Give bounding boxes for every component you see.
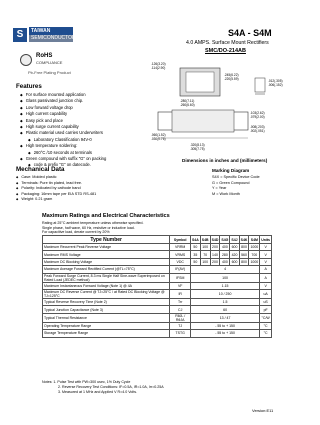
- value-cell: 13 / 47: [190, 313, 259, 322]
- dim-label: .103(2.62): [250, 111, 265, 115]
- product-subtitle: 4.0 AMPS. Surface Mount Rectifiers: [186, 40, 269, 46]
- header-col: S4M: [250, 237, 258, 242]
- feature-item: ◆ For surface mounted application: [20, 92, 106, 98]
- header-col: S4A: [191, 237, 199, 242]
- value-cell: 280: [220, 251, 230, 258]
- dim-label: .008(.203): [250, 125, 265, 129]
- version-label: Version:E11: [252, 408, 274, 413]
- header-col: S4J: [231, 237, 238, 242]
- feature-item: ◆ Laboratory Classification 94V-0: [20, 137, 106, 143]
- rohs-icon: [20, 54, 32, 66]
- feature-item: ◆ Easy pick and place: [20, 118, 106, 124]
- feature-item: ◆ Plastic material used carries Underwriters: [20, 130, 106, 136]
- pbfree-label: Pb-Free Plating Product: [28, 70, 71, 75]
- value-cell: 100: [202, 245, 209, 250]
- package-name: SMC/DO-214AB: [205, 48, 246, 54]
- value-cell: 400: [220, 258, 230, 265]
- dim-label: .220(5.59): [224, 77, 239, 81]
- dim-label: .320(8.13): [190, 143, 205, 147]
- value-cell: 420: [231, 252, 238, 257]
- header-units: Units: [261, 237, 270, 242]
- unit-cell: A: [260, 273, 272, 282]
- value-cell: 4: [190, 266, 259, 273]
- param-cell: Maximum DC Blocking Voltage: [43, 258, 170, 265]
- header-symbol: Symbol: [170, 236, 190, 244]
- value-cell: 400: [220, 244, 230, 251]
- param-cell: Operating Temperature Range: [43, 322, 170, 329]
- unit-cell: V: [260, 258, 272, 265]
- ratings-note: Single phase, half wave, 60 Hz, resistive or inductive load.: [42, 225, 135, 230]
- value-cell: 200: [212, 259, 218, 264]
- footnote: Notes: 1. Pulse Test with PW=300 usec, 1% Duty Cycle: [42, 380, 131, 384]
- mechanical-item: ◆ Terminals: Pure tin plated, lead free.: [16, 181, 96, 187]
- value-cell: 600: [231, 259, 238, 264]
- value-cell: 1000: [250, 259, 259, 264]
- unit-cell: °C/W: [260, 313, 272, 322]
- ratings-notes: [42, 221, 144, 235]
- param-cell: Typical Reverse Recovery Time (Note 2): [43, 298, 170, 305]
- table-row: [43, 306, 272, 313]
- value-cell: 50: [190, 244, 200, 251]
- features-title: Features: [16, 83, 42, 90]
- symbol-cell: IF(AV): [170, 266, 190, 273]
- mechanical-title: Mechanical Data: [16, 166, 65, 173]
- header-col: S4G: [221, 237, 229, 242]
- value-cell: 1000: [250, 245, 259, 250]
- table-row: [43, 244, 272, 251]
- logo-letter: S: [16, 29, 24, 40]
- header-col: S4B: [201, 237, 209, 242]
- dim-label: .305(7.75): [190, 147, 205, 151]
- param-cell: Maximum Recurrent Peak Reverse Voltage: [43, 244, 170, 251]
- table-row: [43, 258, 272, 265]
- param-cell: Typical Thermal Resistance: [43, 313, 170, 322]
- footnote: 2. Reverse Recovery Test Conditions: IF=0.5A, IR=1.0A, Irr=0.25A: [58, 385, 164, 389]
- mechanical-list: [16, 175, 96, 203]
- symbol-cell: IFSM: [170, 273, 190, 282]
- dim-label: .012(.305): [268, 79, 283, 83]
- unit-cell: V: [260, 251, 272, 258]
- value-cell: 700: [249, 251, 260, 258]
- dim-label: .114(2.90): [151, 66, 166, 70]
- value-cell: 35: [190, 251, 200, 258]
- feature-item: ◆ code & prefix "G" on datecode.: [20, 162, 106, 168]
- value-cell: 100: [202, 259, 209, 264]
- table-row: [43, 266, 272, 273]
- feature-item: ◆ High surge current capability: [20, 124, 106, 130]
- unit-cell: °C: [260, 330, 272, 337]
- value-cell: 200: [212, 245, 218, 250]
- rohs-label: RoHS: [36, 53, 53, 59]
- dim-label: .060(1.52): [151, 133, 166, 137]
- value-cell: 600: [231, 245, 238, 250]
- value-cell: 1.5: [190, 298, 259, 305]
- part-number: S4A - S4M: [228, 28, 272, 38]
- unit-cell: V: [260, 244, 272, 251]
- symbol-cell: VDC: [170, 258, 190, 265]
- mechanical-item: ◆ Polarity: Indicated by cathode band: [16, 186, 96, 192]
- brand-name-sub: SEMICONDUCTOR: [31, 35, 76, 41]
- unit-cell: A: [260, 266, 272, 273]
- param-cell: Maximum Instantaneous Forward Voltage (Note 1) @ 4A: [43, 282, 170, 289]
- header-type: Type Number: [43, 236, 170, 244]
- dim-label: .030(0.76): [151, 137, 166, 141]
- dim-label: .006(.152): [268, 83, 283, 87]
- dim-label: .280(7.11): [180, 99, 195, 103]
- value-cell: 560: [241, 252, 247, 257]
- unit-cell: pF: [260, 306, 272, 313]
- ratings-note: For capacitive load, derate current by 20%: [42, 230, 110, 235]
- feature-item: ◆ Green compound with suffix "G" on packing: [20, 156, 106, 162]
- value-cell: 50: [190, 258, 200, 265]
- value-cell: 60: [190, 306, 259, 313]
- feature-item: ◆ High temperature soldering:: [20, 143, 106, 149]
- marking-item: M = Work Month: [212, 191, 240, 196]
- table-row: [43, 251, 272, 258]
- value-cell: 140: [212, 252, 218, 257]
- feature-item: ◆ 260°C /10 seconds at terminals: [20, 150, 106, 156]
- dimensions-title: Dimensions in inches and (millimeters): [182, 158, 268, 163]
- param-cell: Maximum RMS Voltage: [43, 251, 170, 258]
- value-cell: 800: [241, 245, 247, 250]
- table-row: [43, 282, 272, 289]
- symbol-cell: CJ: [170, 306, 190, 313]
- mechanical-item: ◆ Packaging: 16mm tape per EIA STD RS-481: [16, 192, 96, 198]
- value-cell: 1.15: [190, 282, 259, 289]
- ratings-note: Rating at 25°C ambient temperature unless otherwise specified.: [42, 221, 144, 225]
- marking-list: [212, 175, 260, 197]
- value-cell: 70: [200, 251, 210, 258]
- header-col: S4K: [240, 237, 248, 242]
- feature-item: ◆ Low forward voltage drop: [20, 105, 106, 111]
- mechanical-item: ◆ Weight: 0.21 gram: [16, 197, 96, 203]
- table-row: [43, 330, 272, 337]
- param-cell: Typical Junction Capacitance (Note 3): [43, 306, 170, 313]
- brand-name: TAIWAN: [29, 27, 73, 35]
- param-cell: Storage Temperature Range: [43, 330, 170, 337]
- symbol-cell: VRMS: [170, 251, 190, 258]
- feature-item: ◆ Glass passivated junction chip.: [20, 98, 106, 104]
- param-cell: Peak Forward Surge Current, 8.3 ms Single Half Sine-wave Superimposed on Rated Load (JEDEC method): [43, 273, 170, 282]
- dim-label: .126(3.20): [151, 62, 166, 66]
- table-row: [43, 322, 272, 329]
- unit-cell: uA: [260, 289, 272, 298]
- unit-cell: V: [260, 282, 272, 289]
- marking-item: G = Green Compound: [212, 180, 250, 185]
- symbol-cell: VF: [170, 282, 190, 289]
- marking-item: S4X = Specific Device Code: [212, 175, 260, 179]
- param-cell: Maximum DC Reverse Current @ TJ=25°C / at Rated DC Blocking Voltage @ TJ=125°C: [43, 289, 170, 298]
- table-row: [43, 289, 272, 298]
- mechanical-item: ◆ Case: Molded plastic: [16, 175, 96, 181]
- marking-item: Y = Year: [212, 186, 227, 191]
- ratings-table: [42, 235, 272, 338]
- param-cell: Maximum Average Forward Rectified Current (@TL=75°C): [43, 266, 170, 273]
- features-list: [20, 92, 106, 169]
- value-cell: - 55 to + 150: [190, 322, 259, 329]
- dim-label: .002(.051): [250, 129, 265, 133]
- ratings-title: Maximum Ratings and Electrical Characteristics: [42, 213, 170, 219]
- dim-label: .260(6.60): [180, 103, 195, 107]
- table-header-row: [43, 236, 272, 244]
- rohs-sub: COMPLIANCE: [36, 60, 63, 65]
- symbol-cell: RθJL / RθJA: [170, 313, 190, 322]
- footnote: 3. Measured at 1 MHz and Applied V R=4.0 Volts.: [58, 390, 138, 394]
- dim-label: .079(2.00): [250, 115, 265, 119]
- footnotes: [42, 380, 164, 395]
- unit-cell: uS: [260, 298, 272, 305]
- symbol-cell: IR: [170, 289, 190, 298]
- table-row: [43, 298, 272, 305]
- value-cell: - 55 to + 150: [190, 330, 259, 337]
- symbol-cell: VRRM: [170, 244, 190, 251]
- header-col: S4D: [211, 237, 219, 242]
- table-row: [43, 313, 272, 322]
- table-row: [43, 273, 272, 282]
- dim-label: .245(6.22): [224, 73, 239, 77]
- value-cell: 10 / 250: [190, 289, 259, 298]
- value-cell: 800: [241, 259, 247, 264]
- feature-item: ◆ High current capability: [20, 111, 106, 117]
- symbol-cell: Trr: [170, 298, 190, 305]
- package-diagram: [150, 58, 290, 156]
- value-cell: 100: [190, 273, 259, 282]
- marking-title: Marking Diagram: [212, 168, 250, 173]
- unit-cell: °C: [260, 322, 272, 329]
- symbol-cell: TJ: [170, 322, 190, 329]
- symbol-cell: TSTG: [170, 330, 190, 337]
